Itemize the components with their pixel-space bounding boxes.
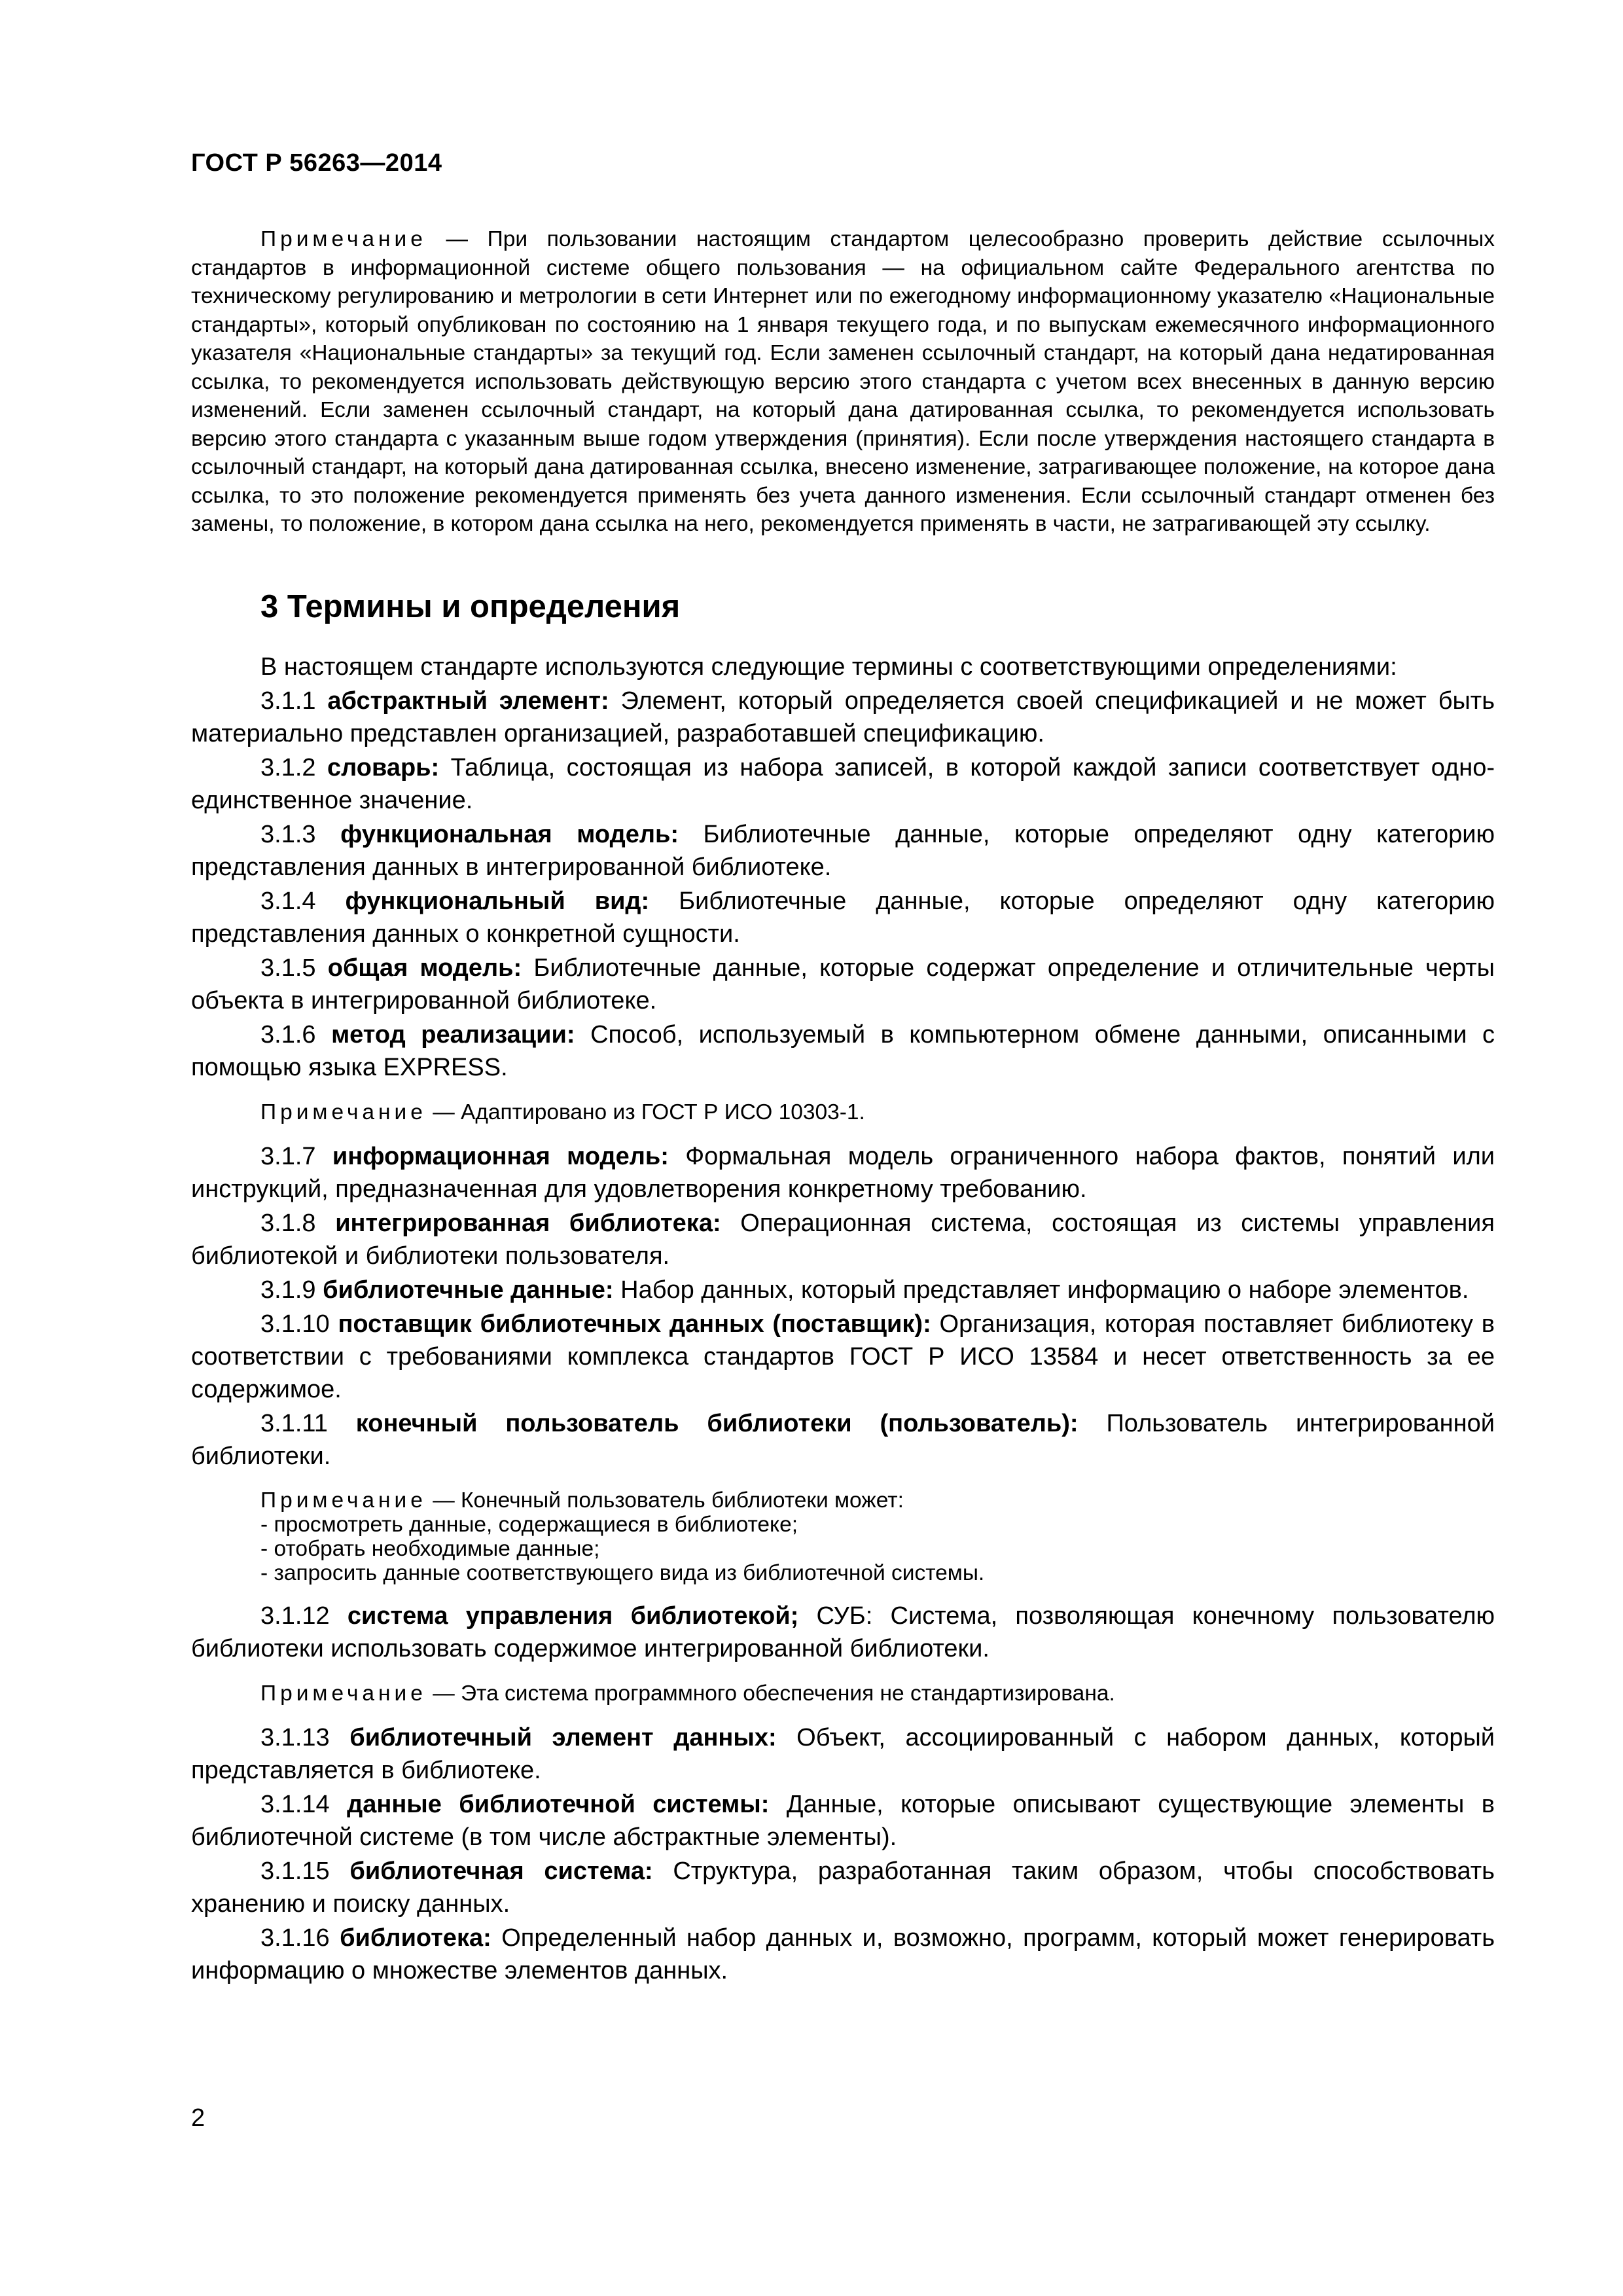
intro-note — [191, 225, 1495, 539]
term-definition: Структура, разработанная таким образом, чтобы способствовать хранению и поиску данных. — [191, 1857, 1495, 1918]
term-number: 3.1.4 — [260, 887, 346, 915]
term-number: 3.1.14 — [260, 1790, 348, 1818]
term-name: библиотечный элемент данных: — [349, 1723, 777, 1751]
note-text: — Конечный пользователь библиотеки может: — [426, 1488, 904, 1513]
term-name: информационная модель: — [332, 1142, 669, 1170]
term-number: 3.1.11 — [260, 1409, 356, 1437]
term-name: конечный пользователь библиотеки (пользователь): — [355, 1409, 1079, 1437]
term-definition: Пользователь интегрированной библиотеки. — [191, 1409, 1495, 1470]
term-number: 3.1.13 — [260, 1723, 350, 1751]
term-definition: Данные, которые описывают существующие элементы в библиотечной системе (в том числе абстрактные элементы). — [191, 1790, 1495, 1851]
term-number: 3.1.7 — [260, 1142, 332, 1170]
term-3-1-4 — [191, 885, 1495, 950]
term-name: общая модель: — [327, 954, 522, 982]
term-name: библиотечные данные: — [323, 1276, 614, 1304]
note-text: — Адаптировано из ГОСТ Р ИСО 10303-1. — [426, 1100, 865, 1124]
term-3-1-10 — [191, 1308, 1495, 1406]
term-number: 3.1.1 — [260, 687, 328, 715]
term-3-1-7 — [191, 1140, 1495, 1206]
term-3-1-16 — [191, 1922, 1495, 1987]
note-3-1-11 — [191, 1488, 1495, 1585]
term-3-1-12 — [191, 1600, 1495, 1665]
term-number: 3.1.5 — [260, 954, 328, 982]
note-list-item: - отобрать необходимые данные; — [260, 1536, 600, 1561]
term-name: библиотечная система: — [349, 1857, 653, 1885]
term-number: 3.1.8 — [260, 1209, 336, 1237]
term-3-1-6 — [191, 1018, 1495, 1084]
term-definition: Библиотечные данные, которые содержат определение и отличительные черты объекта в интегрированной библиотеке. — [191, 954, 1495, 1014]
term-name: интегрированная библиотека: — [335, 1209, 721, 1237]
note-3-1-6 — [260, 1100, 1495, 1126]
term-number: 3.1.16 — [260, 1924, 340, 1952]
term-definition: Библиотечные данные, которые определяют одну категорию представления данных в интегрированной библиотеке. — [191, 820, 1495, 881]
term-definition: Способ, используемый в компьютерном обмене данными, описанными с помощью языка EXPRESS. — [191, 1020, 1495, 1081]
term-definition: Формальная модель ограниченного набора фактов, понятий или инструкций, предназначенная для удовлетворения конкретному требованию. — [191, 1142, 1495, 1203]
term-definition: Определенный набор данных и, возможно, программ, который может генерировать информацию о множестве элементов данных. — [191, 1924, 1495, 1984]
term-3-1-9 — [191, 1274, 1495, 1306]
term-3-1-1 — [191, 685, 1495, 750]
term-definition: Организация, которая поставляет библиотеку в соответствии с требованиями комплекса стандартов ГОСТ Р ИСО 13584 и несет ответственность за ее содержимое. — [191, 1310, 1495, 1403]
term-number: 3.1.2 — [260, 753, 327, 781]
term-3-1-3 — [191, 818, 1495, 884]
term-name: поставщик библиотечных данных (поставщик): — [338, 1310, 931, 1338]
term-number: 3.1.6 — [260, 1020, 332, 1049]
term-definition: Библиотечные данные, которые определяют одну категорию представления данных о конкретной сущности. — [191, 887, 1495, 948]
note-list-item: - запросить данные соответствующего вида из библиотечной системы. — [260, 1560, 985, 1585]
term-definition: Таблица, состоящая из набора записей, в которой каждой записи соответствует одно-единственное значение. — [191, 753, 1495, 814]
note-line — [260, 1488, 1495, 1513]
term-name: абстрактный элемент: — [327, 687, 609, 715]
term-definition: СУБ: Система, позволяющая конечному пользователю библиотеки использовать содержимое интегрированной библиотеки. — [191, 1602, 1495, 1662]
term-3-1-11 — [191, 1407, 1495, 1473]
note-label: Примечание — [260, 1681, 427, 1706]
term-definition: Набор данных, который представляет информацию о наборе элементов. — [613, 1276, 1469, 1304]
term-definition: Объект, ассоциированный с набором данных, который представляется в библиотеке. — [191, 1723, 1495, 1784]
page-content — [191, 225, 1495, 1987]
term-name: данные библиотечной системы: — [347, 1790, 770, 1818]
note-text: — При пользовании настоящим стандартом целесообразно проверить действие ссылочных стандартов в информационной системе общего пользования — на официальном сайте Федерального агентства по техническому регулированию и метрологии в сети Интернет или по ежегодному информационному указателю «Национальные стандарты», который опубликован по состоянию на 1 января текущего года, и по выпускам ежемесячного информационного указателя «Национальные стандарты» за текущий год. Если заменен ссылочный стандарт, на который дана недатированная ссылка, то рекомендуется использовать действующую версию этого стандарта с учетом всех внесенных в данную версию изменений. Если заменен ссылочный стандарт, на который дана датированная ссылка, то рекомендуется использовать версию этого стандарта с указанным выше годом утверждения (принятия). Если после утверждения настоящего стандарта в ссылочный стандарт, на который дана датированная ссылка, внесено изменение, затрагивающее положение, на которое дана ссылка, то это положение рекомендуется применять без учета данного изменения. Если ссылочный стандарт отменен без замены, то положение, в котором дана ссылка на него, рекомендуется применять в части, не затрагивающей эту ссылку. — [191, 227, 1495, 536]
note-label: Примечание — [260, 1488, 427, 1513]
section-title: 3 Термины и определения — [260, 588, 681, 624]
term-3-1-8 — [191, 1207, 1495, 1272]
note-label: Примечание — [260, 1100, 427, 1124]
note-label: Примечание — [260, 227, 427, 251]
term-name: функциональная модель: — [340, 820, 679, 848]
term-name: библиотека: — [340, 1924, 491, 1952]
term-3-1-14 — [191, 1788, 1495, 1854]
term-number: 3.1.12 — [260, 1602, 348, 1630]
term-number: 3.1.10 — [260, 1310, 338, 1338]
term-name: словарь: — [327, 753, 440, 781]
term-definition: Элемент, который определяется своей спецификацией и не может быть материально представлен организацией, разработавшей спецификацию. — [191, 687, 1495, 747]
note-text: — Эта система программного обеспечения не стандартизирована. — [426, 1681, 1115, 1706]
note-list-item: - просмотреть данные, содержащиеся в библиотеке; — [260, 1512, 798, 1537]
term-3-1-5 — [191, 952, 1495, 1017]
term-name: система управления библиотекой; — [347, 1602, 799, 1630]
term-name: функциональный вид: — [345, 887, 650, 915]
term-3-1-2 — [191, 751, 1495, 817]
note-3-1-12 — [260, 1681, 1495, 1707]
term-name: метод реализации: — [331, 1020, 575, 1049]
document-header: ГОСТ Р 56263—2014 — [191, 149, 442, 177]
term-number: 3.1.15 — [260, 1857, 350, 1885]
term-3-1-15 — [191, 1855, 1495, 1920]
section-intro: В настоящем стандарте используются следующие термины с соответствующими определениями: — [260, 653, 1397, 681]
term-3-1-13 — [191, 1721, 1495, 1787]
term-number: 3.1.9 — [260, 1276, 323, 1304]
term-number: 3.1.3 — [260, 820, 341, 848]
page-number: 2 — [191, 2104, 205, 2132]
term-definition: Операционная система, состоящая из системы управления библиотекой и библиотеки пользователя. — [191, 1209, 1495, 1270]
